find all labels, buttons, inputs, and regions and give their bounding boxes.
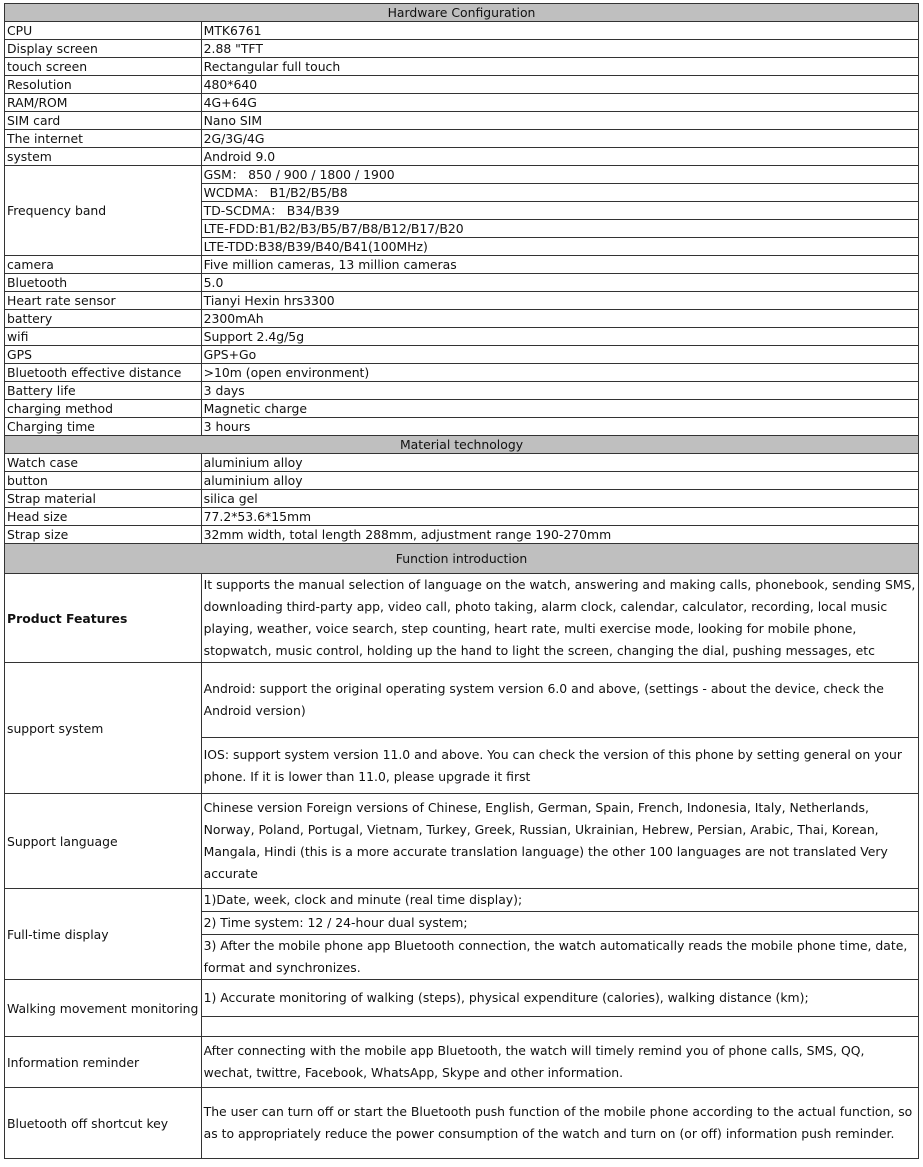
table-row xyxy=(5,1037,919,1088)
row-label: Heart rate sensor xyxy=(5,292,202,310)
display-item: 1)Date, week, clock and minute (real time display); xyxy=(201,889,918,912)
table-row xyxy=(5,980,919,1017)
row-value: 77.2*53.6*15mm xyxy=(201,508,918,526)
row-label: Battery life xyxy=(5,382,202,400)
table-row xyxy=(5,400,919,418)
row-label: wifi xyxy=(5,328,202,346)
table-row xyxy=(5,794,919,889)
row-label: system xyxy=(5,148,202,166)
row-value: Five million cameras, 13 million cameras xyxy=(201,256,918,274)
row-value: Rectangular full touch xyxy=(201,58,918,76)
row-label: Watch case xyxy=(5,454,202,472)
support-system-ios: IOS: support system version 11.0 and above. You can check the version of this phone by setting general on your phone. If it is lower than 11.0, please upgrade it first xyxy=(201,738,918,794)
row-label: Frequency band xyxy=(5,166,202,256)
table-row xyxy=(5,663,919,738)
table-row xyxy=(5,364,919,382)
row-value: >10m (open environment) xyxy=(201,364,918,382)
table-row xyxy=(5,526,919,544)
section-header-function xyxy=(5,544,919,574)
row-value: After connecting with the mobile app Bluetooth, the watch will timely remind you of phone calls, SMS, QQ, wechat, twittre, Facebook, WhatsApp, Skype and other information. xyxy=(201,1037,918,1088)
table-row xyxy=(5,574,919,663)
spec-table xyxy=(4,3,919,1159)
row-value: 480*640 xyxy=(201,76,918,94)
section-title: Hardware Configuration xyxy=(5,4,919,22)
section-header-material xyxy=(5,436,919,454)
support-system-android: Android: support the original operating system version 6.0 and above, (settings - about the device, check the Android version) xyxy=(201,663,918,738)
table-row xyxy=(5,418,919,436)
frequency-value: WCDMA： B1/B2/B5/B8 xyxy=(201,184,918,202)
table-row xyxy=(5,382,919,400)
table-row xyxy=(5,130,919,148)
row-value: 5.0 xyxy=(201,274,918,292)
table-row xyxy=(5,292,919,310)
table-row xyxy=(5,76,919,94)
frequency-value: LTE-FDD:B1/B2/B3/B5/B7/B8/B12/B17/B20 xyxy=(201,220,918,238)
row-label: Display screen xyxy=(5,40,202,58)
row-value: MTK6761 xyxy=(201,22,918,40)
row-label: Full-time display xyxy=(5,889,202,980)
row-label: Bluetooth off shortcut key xyxy=(5,1088,202,1159)
row-label: battery xyxy=(5,310,202,328)
row-label: Charging time xyxy=(5,418,202,436)
frequency-value: TD-SCDMA： B34/B39 xyxy=(201,202,918,220)
section-title: Material technology xyxy=(5,436,919,454)
table-row xyxy=(5,310,919,328)
table-row xyxy=(5,328,919,346)
table-row xyxy=(5,256,919,274)
row-label: camera xyxy=(5,256,202,274)
row-value: 4G+64G xyxy=(201,94,918,112)
table-row xyxy=(5,454,919,472)
row-value: Support 2.4g/5g xyxy=(201,328,918,346)
row-label: Walking movement monitoring xyxy=(5,980,202,1037)
row-value: 2.88 "TFT xyxy=(201,40,918,58)
table-row xyxy=(5,94,919,112)
row-value: silica gel xyxy=(201,490,918,508)
row-label: charging method xyxy=(5,400,202,418)
row-value: 2G/3G/4G xyxy=(201,130,918,148)
frequency-value: LTE-TDD:B38/B39/B40/B41(100MHz) xyxy=(201,238,918,256)
row-label: Resolution xyxy=(5,76,202,94)
row-label: button xyxy=(5,472,202,490)
row-value: Tianyi Hexin hrs3300 xyxy=(201,292,918,310)
row-value: 3 days xyxy=(201,382,918,400)
display-item: 2) Time system: 12 / 24-hour dual system; xyxy=(201,912,918,935)
row-label: Support language xyxy=(5,794,202,889)
frequency-value: GSM： 850 / 900 / 1800 / 1900 xyxy=(201,166,918,184)
row-value: aluminium alloy xyxy=(201,472,918,490)
row-value: It supports the manual selection of language on the watch, answering and making calls, phonebook, sending SMS, downloading third-party app, video call, photo taking, alarm clock, calendar, calculator, recording, local music playing, weather, voice search, step counting, heart rate, multi exercise mode, looking for mobile phone, stopwatch, music control, holding up the hand to light the screen, changing the dial, pushing messages, etc xyxy=(201,574,918,663)
table-row xyxy=(5,472,919,490)
row-value: aluminium alloy xyxy=(201,454,918,472)
empty-cell xyxy=(201,1017,918,1037)
table-row xyxy=(5,22,919,40)
row-value: Android 9.0 xyxy=(201,148,918,166)
table-row xyxy=(5,508,919,526)
row-value: Chinese version Foreign versions of Chinese, English, German, Spain, French, Indonesia, Italy, Netherlands, Norway, Poland, Portugal, Vietnam, Turkey, Greek, Russian, Ukrainian, Hebrew, Persian, Arabic, Thai, Korean, Mangala, Hindi (this is a more accurate translation language) the other 100 languages are not translated Very accurate xyxy=(201,794,918,889)
table-row xyxy=(5,58,919,76)
table-row xyxy=(5,40,919,58)
row-value: The user can turn off or start the Bluetooth push function of the mobile phone according to the actual function, so as to appropriately reduce the power consumption of the watch and turn on (or off) information push reminder. xyxy=(201,1088,918,1159)
table-row xyxy=(5,1088,919,1159)
table-row xyxy=(5,112,919,130)
row-label: Head size xyxy=(5,508,202,526)
row-label: support system xyxy=(5,663,202,794)
row-label: Bluetooth effective distance xyxy=(5,364,202,382)
table-row xyxy=(5,346,919,364)
section-title: Function introduction xyxy=(5,544,919,574)
display-item: 3) After the mobile phone app Bluetooth connection, the watch automatically reads the mobile phone time, date, format and synchronizes. xyxy=(201,935,918,980)
row-value: Magnetic charge xyxy=(201,400,918,418)
row-value: 3 hours xyxy=(201,418,918,436)
row-label: Strap material xyxy=(5,490,202,508)
section-header-hardware xyxy=(5,4,919,22)
row-value: 2300mAh xyxy=(201,310,918,328)
table-row xyxy=(5,166,919,184)
table-row xyxy=(5,148,919,166)
row-label: GPS xyxy=(5,346,202,364)
row-label: Product Features xyxy=(5,574,202,663)
row-label: SIM card xyxy=(5,112,202,130)
row-value: Nano SIM xyxy=(201,112,918,130)
row-value: GPS+Go xyxy=(201,346,918,364)
row-label: Strap size xyxy=(5,526,202,544)
row-label: The internet xyxy=(5,130,202,148)
row-label: Information reminder xyxy=(5,1037,202,1088)
row-label: Bluetooth xyxy=(5,274,202,292)
row-label: RAM/ROM xyxy=(5,94,202,112)
row-label: CPU xyxy=(5,22,202,40)
row-value: 32mm width, total length 288mm, adjustment range 190-270mm xyxy=(201,526,918,544)
table-row xyxy=(5,889,919,912)
row-label: touch screen xyxy=(5,58,202,76)
table-row xyxy=(5,490,919,508)
table-row xyxy=(5,274,919,292)
row-value: 1) Accurate monitoring of walking (steps), physical expenditure (calories), walking distance (km); xyxy=(201,980,918,1017)
